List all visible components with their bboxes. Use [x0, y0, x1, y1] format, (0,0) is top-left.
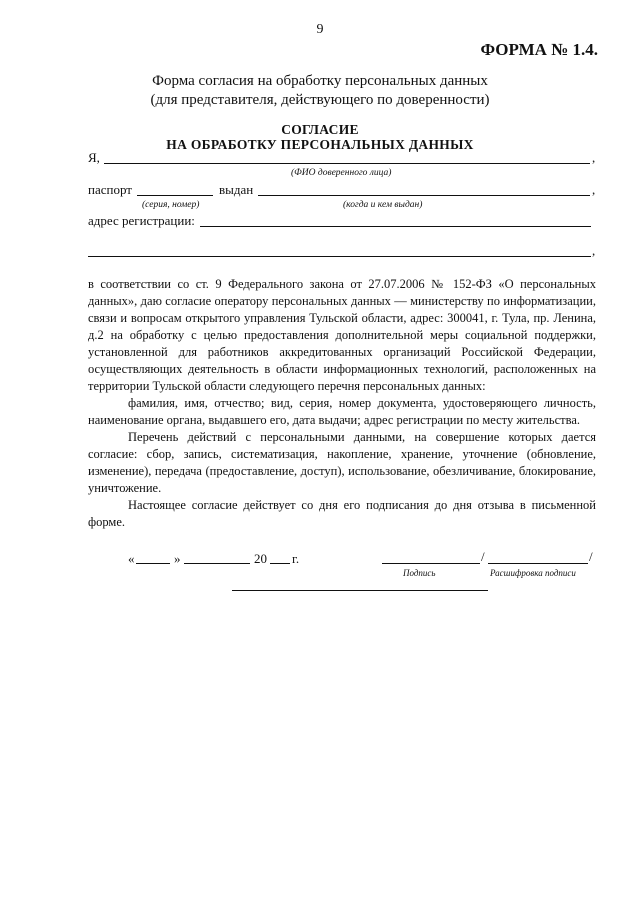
form-title [0, 72, 640, 110]
fio-comma: , [592, 150, 596, 165]
date-quote-open: « [128, 551, 135, 566]
consent-paragraph-3: Перечень действий с персональными данными, на совершение которых дается согласие: сбор, запись, систематизация, накопление, хранение, уточнение (обновление, изменение), передача (предоставление, доступ), использование, обезличивание, блокирование, уничтожение. [88, 430, 596, 495]
date-quote-close: » [174, 551, 181, 566]
passport-label: паспорт [88, 182, 132, 197]
consent-paragraph-4: Настоящее согласие действует со дня его подписания до дня отзыва в письменной форме. [88, 498, 596, 529]
signature-caption: Подпись [403, 568, 436, 578]
signature-slash-2: / [589, 549, 593, 564]
ya-label: Я, [88, 150, 100, 165]
date-year-prefix: 20 [254, 551, 267, 566]
issued-comma: , [592, 182, 596, 197]
passport-series-line[interactable] [137, 195, 213, 196]
consent-heading-line-2: НА ОБРАБОТКУ ПЕРСОНАЛЬНЫХ ДАННЫХ [166, 137, 474, 152]
form-title-line-1: Форма согласия на обработку персональных данных [152, 73, 488, 89]
separator-rule [232, 590, 488, 591]
consent-body [88, 276, 596, 531]
address-input-line[interactable] [200, 226, 591, 227]
address-label: адрес регистрации: [88, 213, 195, 228]
form-number: ФОРМА № 1.4. [480, 40, 598, 59]
issued-label: выдан [219, 182, 254, 197]
consent-heading [0, 122, 640, 152]
page-number: 9 [316, 22, 324, 37]
fio-caption: (ФИО доверенного лица) [291, 168, 392, 178]
consent-paragraph-1: в соответствии со ст. 9 Федерального закона от 27.07.2006 № 152-ФЗ «О персональных данных», даю согласие оператору персональных данных — министерству по информатизации, связи и вопросам открытого управления Тульской области, адрес: 300041, г. Тула, пр. Ленина, д.2 на обработку с целью предоставления дополнительной меры социальной поддержки, установленной для работников аккредитованных организаций Российской Федерации, осуществляющих деятельность в области информационных технологий, расположенных на территории Тульской области следующего перечня персональных данных: [88, 277, 596, 393]
consent-heading-line-1: СОГЛАСИЕ [281, 122, 359, 137]
series-caption: (серия, номер) [142, 200, 200, 210]
date-year-line[interactable] [270, 563, 290, 564]
form-title-line-2: (для представителя, действующего по доверенности) [150, 92, 490, 108]
fio-input-line[interactable] [104, 163, 590, 164]
date-year-suffix: г. [292, 551, 300, 566]
date-month-line[interactable] [184, 563, 250, 564]
signature-decode-line[interactable] [488, 563, 588, 564]
date-day-line[interactable] [136, 563, 170, 564]
signature-decode-caption: Расшифровка подписи [490, 568, 576, 578]
consent-paragraph-2: фамилия, имя, отчество; вид, серия, номер документа, удостоверяющего личность, наименование органа, выдавшего его, дата выдачи; адрес регистрации по месту жительства. [88, 396, 596, 427]
issued-caption: (когда и кем выдан) [343, 200, 423, 210]
signature-slash-1: / [481, 549, 485, 564]
address-comma: , [592, 243, 596, 258]
signature-line[interactable] [382, 563, 480, 564]
address-input-line-2[interactable] [88, 256, 591, 257]
issued-input-line[interactable] [258, 195, 590, 196]
